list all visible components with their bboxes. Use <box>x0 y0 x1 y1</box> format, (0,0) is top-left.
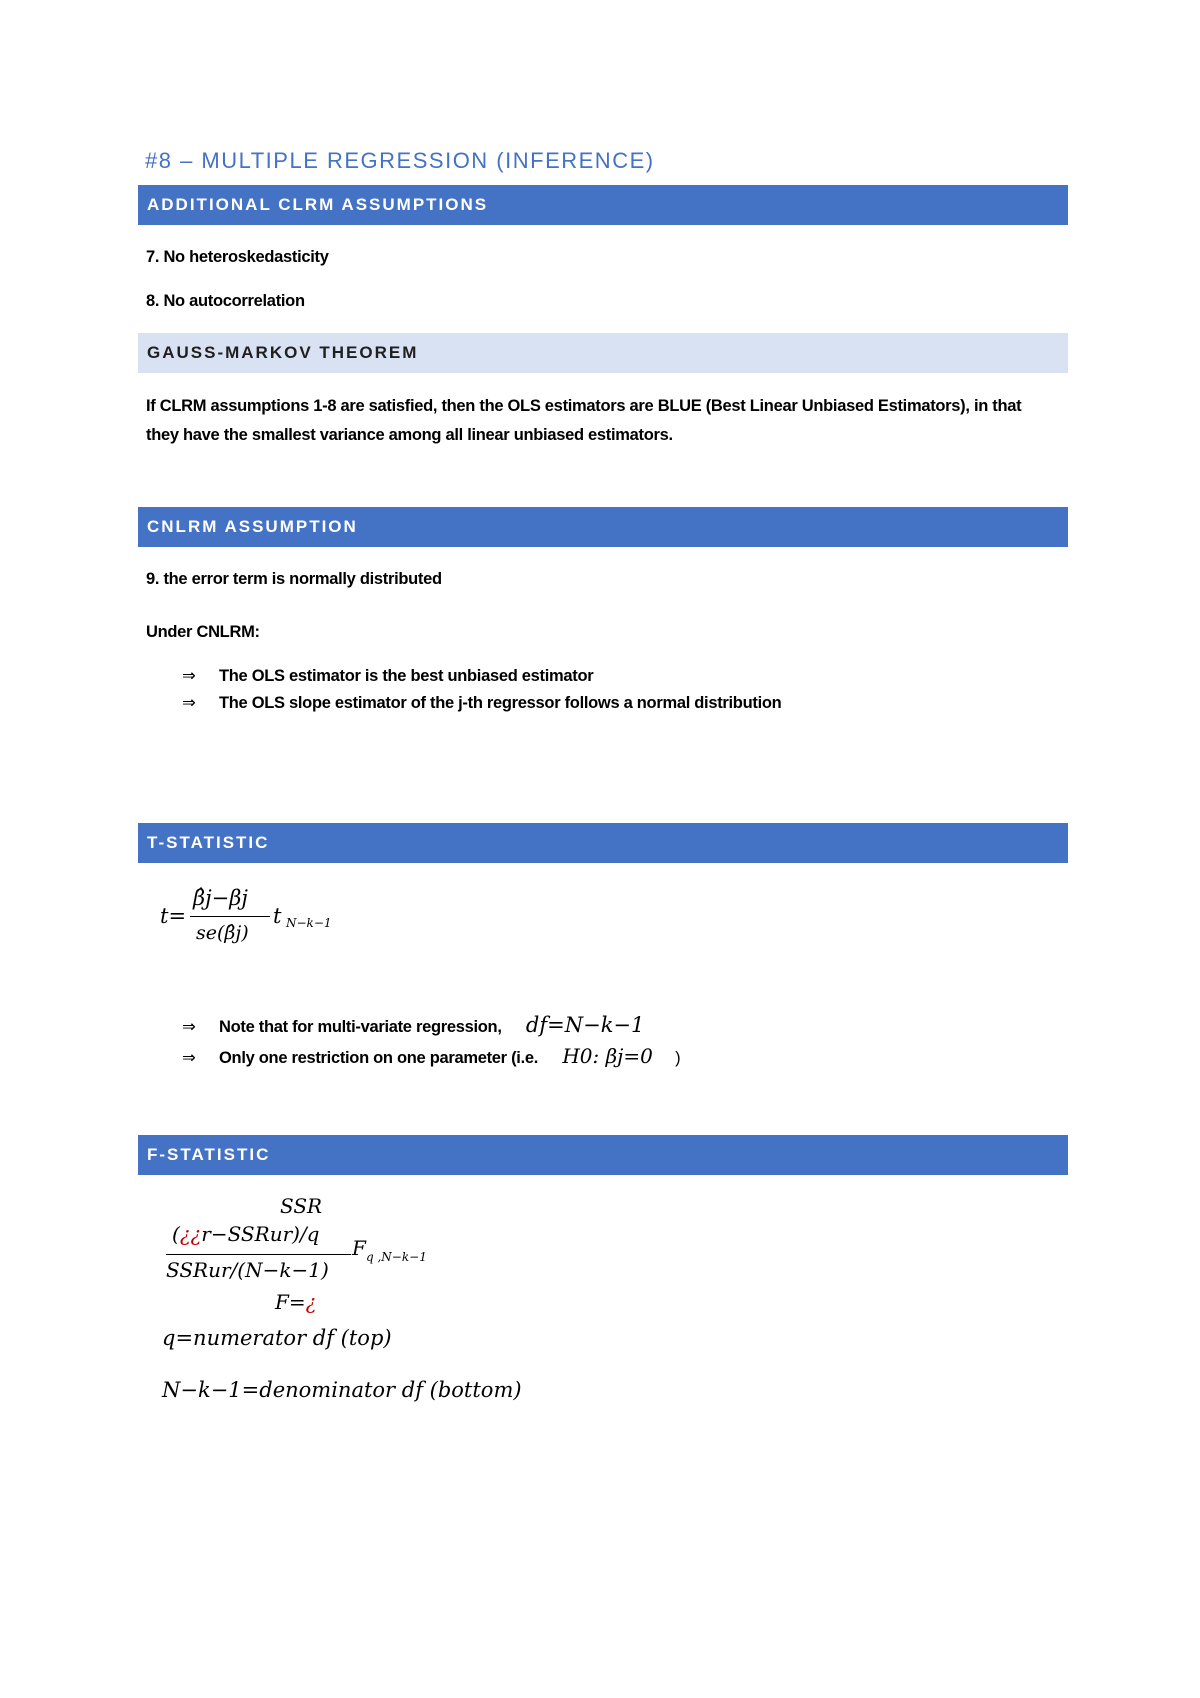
implies-arrow-icon: ⇒ <box>182 1018 196 1036</box>
section-heading-t-statistic: T-STATISTIC <box>138 823 1068 863</box>
fraction-bar <box>190 916 270 917</box>
df-formula: df=N−k−1 <box>525 1013 645 1037</box>
t-formula-lhs: t= <box>160 904 187 928</box>
t-formula-denominator: se(β̂j) <box>196 922 249 944</box>
t-statistic-formula <box>160 880 380 960</box>
assumption-item-7: 7. No heteroskedasticity <box>146 248 329 266</box>
list-item: ⇒ The OLS slope estimator of the j-th regressor follows a normal distribution <box>182 691 781 715</box>
implies-arrow-icon: ⇒ <box>182 667 196 685</box>
section-heading-cnlrm: CNLRM ASSUMPTION <box>138 507 1068 547</box>
assumption-item-9: 9. the error term is normally distributed <box>146 570 442 588</box>
implies-arrow-icon: ⇒ <box>182 694 196 712</box>
t-distribution-subscript: N−k−1 <box>286 916 332 930</box>
list-item: ⇒ Note that for multi-variate regression, df=N−k−1 <box>182 1013 645 1037</box>
f-formula-numerator-line: (¿¿r−SSRur)/q <box>172 1222 320 1246</box>
fraction-bar <box>166 1254 351 1255</box>
f-distribution: F <box>352 1236 366 1260</box>
n-definition: N−k−1=denominator df (bottom) <box>162 1378 522 1402</box>
implies-arrow-icon: ⇒ <box>182 1049 196 1067</box>
f-formula-denominator: SSRur/(N−k−1) <box>166 1258 329 1282</box>
f-formula-lhs: F=¿ <box>275 1290 317 1314</box>
section-heading-f-statistic: F-STATISTIC <box>138 1135 1068 1175</box>
list-item: ⇒ The OLS estimator is the best unbiased estimator <box>182 664 593 688</box>
t-formula-numerator: β̂j−βj <box>193 886 248 910</box>
q-definition: q=numerator df (top) <box>162 1326 392 1350</box>
null-hypothesis-formula: H0: βj=0 <box>562 1044 653 1068</box>
section-heading-additional-clrm: ADDITIONAL CLRM ASSUMPTIONS <box>138 185 1068 225</box>
under-cnlrm-label: Under CNLRM: <box>146 623 260 641</box>
page-title: #8 – MULTIPLE REGRESSION (INFERENCE) <box>145 148 655 173</box>
assumption-item-8: 8. No autocorrelation <box>146 292 305 310</box>
section-heading-gauss-markov: GAUSS-MARKOV THEOREM <box>138 333 1068 373</box>
gauss-markov-text: If CLRM assumptions 1-8 are satisfied, then the OLS estimators are BLUE (Best Linear Unbiased Estimators), in that they have the smallest variance among all linear unbiased estimators. <box>146 397 1022 444</box>
garbled-glyph: ¿ <box>305 1290 317 1314</box>
list-item: ⇒ Only one restriction on one parameter (i.e. H0: βj=0 ) <box>182 1044 681 1068</box>
f-distribution-subscript: q ,N−k−1 <box>366 1250 427 1264</box>
f-statistic-formula <box>160 1190 460 1320</box>
garbled-glyph: ¿¿ <box>179 1222 202 1246</box>
f-formula-top: SSR <box>280 1194 323 1218</box>
t-distribution: t <box>273 904 282 928</box>
